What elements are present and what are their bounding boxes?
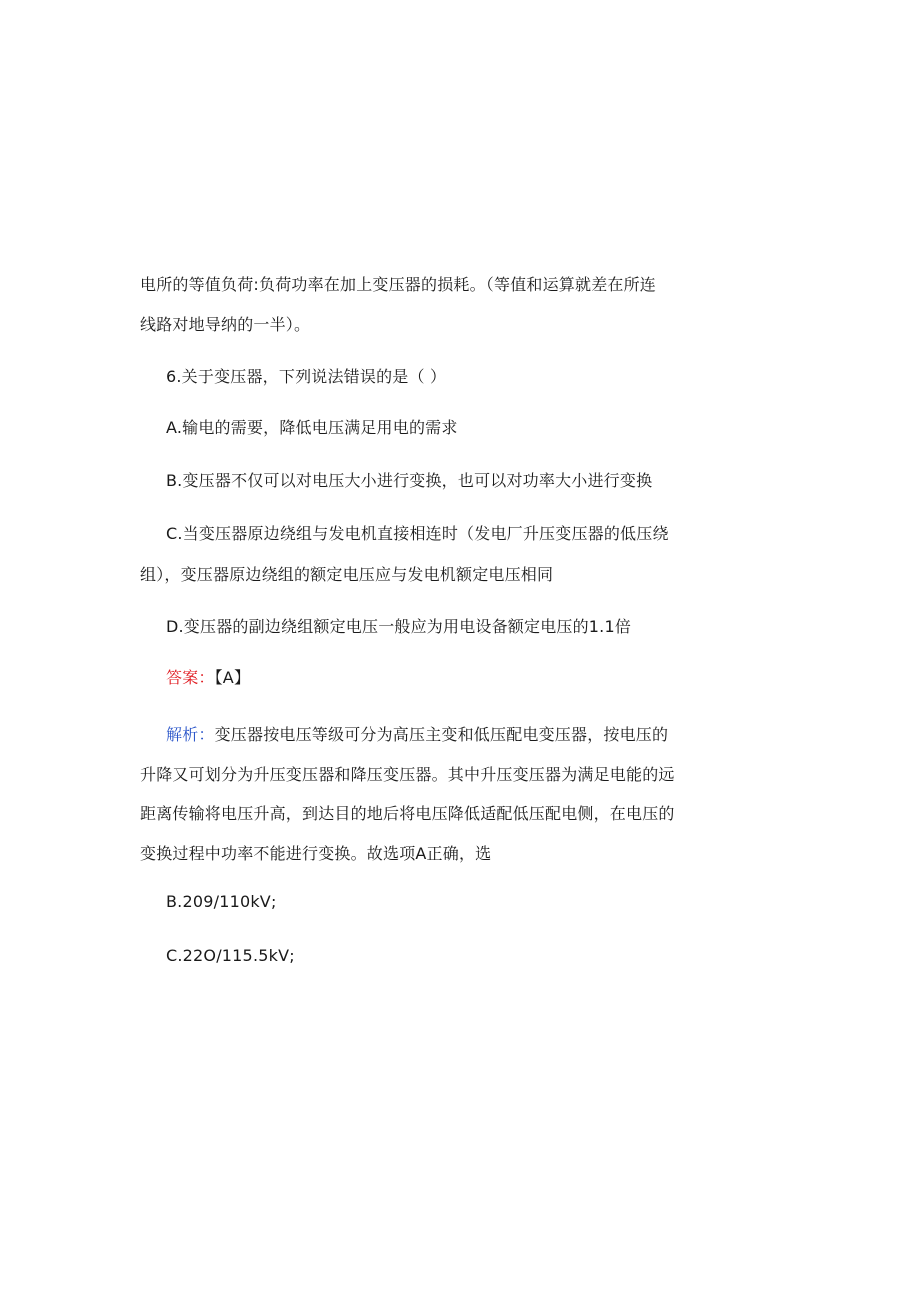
question-stem: 6.关于变压器，下列说法错误的是（ ） <box>166 367 447 386</box>
option-c-line-2: 组），变压器原边绕组的额定电压应与发电机额定电压相同 <box>140 565 554 584</box>
analysis-line-3: 距离传输将电压升高，到达目的地后将电压降低适配低压配电侧，在电压的 <box>140 804 675 823</box>
analysis-line-2: 升降又可划分为升压变压器和降压变压器。其中升压变压器为满足电能的远 <box>140 765 675 784</box>
analysis-line-1 <box>166 724 668 746</box>
option-d: D.变压器的副边绕组额定电压一般应为用电设备额定电压的1.1倍 <box>166 617 632 636</box>
analysis-line-4: 变换过程中功率不能进行变换。故选项A正确，选 <box>140 844 492 863</box>
option-c-line-1: C.当变压器原边绕组与发电机直接相连时（发电厂升压变压器的低压绕 <box>166 524 669 543</box>
option-b: B.变压器不仅可以对电压大小进行变换，也可以对功率大小进行变换 <box>166 471 653 490</box>
analysis-label: 解析： <box>166 725 215 744</box>
trailing-option-c: C.22O/115.5kV; <box>166 946 295 965</box>
intro-line-1: 电所的等值负荷:负荷功率在加上变压器的损耗。（等值和运算就差在所连 <box>140 275 656 294</box>
trailing-option-b: B.209/110kV; <box>166 892 277 911</box>
answer-line <box>166 667 250 689</box>
answer-value: 【A】 <box>214 668 251 687</box>
option-a: A.输电的需要，降低电压满足用电的需求 <box>166 418 458 437</box>
answer-label: 答案： <box>166 668 215 687</box>
analysis-text-1: 变压器按电压等级可分为高压主变和低压配电变压器，按电压的 <box>214 725 669 744</box>
intro-line-2: 线路对地导纳的一半）。 <box>140 315 311 334</box>
